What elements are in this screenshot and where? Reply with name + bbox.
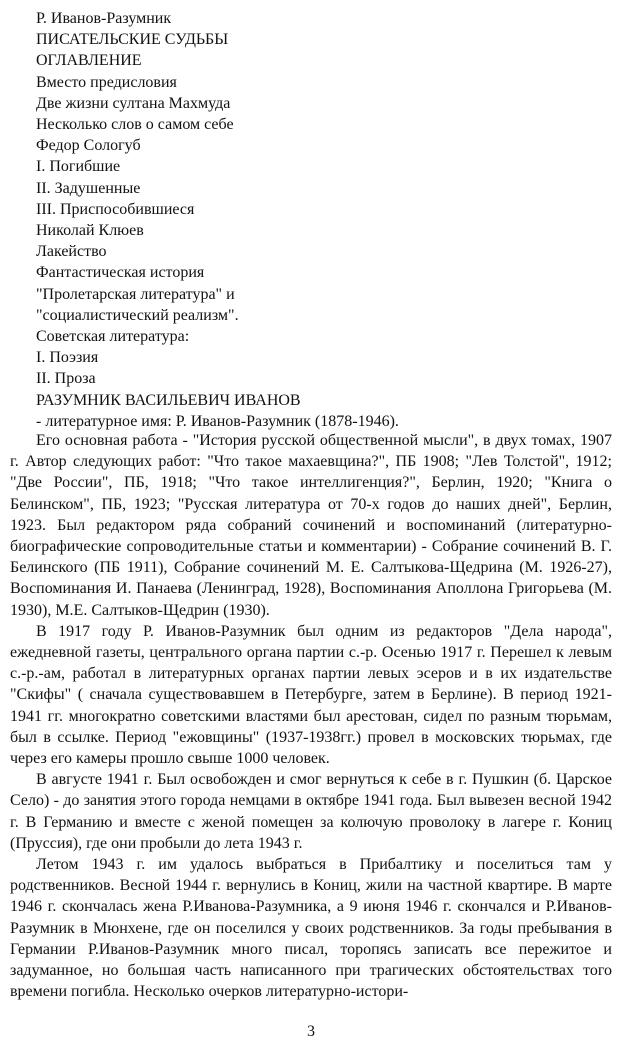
toc-item: I. Поэзия bbox=[36, 349, 99, 367]
toc-item: I. Погибшие bbox=[36, 158, 121, 176]
toc-item: III. Приспособившиеся bbox=[36, 200, 195, 218]
body-paragraph: В августе 1941 г. Был освобожден и смог вернуться к себе в г. Пушкин (б. Царское Село) - до занятия этого города немцами в октябре 1941 года. Был вывезен весной 1942 г. В Германию и вместе с женой помещен за колючую проволоку в лагере г. Кониц (Пруссия), где они пробыли до лета 1943 г. bbox=[10, 771, 612, 852]
author-name: Р. Иванов-Разумник bbox=[36, 10, 172, 27]
contents-heading: ОГЛАВЛЕНИЕ bbox=[36, 52, 142, 70]
toc-item: "социалистический реализм". bbox=[36, 306, 239, 324]
body-paragraph: Его основная работа - "История русской общественной мысли", в двух томах, 1907 г. Автор следующих работ: "Что такое махаевщина?", ПБ 1908; "Лев Толстой", 1912; "Две России", ПБ, 1918; "Что такое интеллигенция?", Берлин, 1920; "Книга о Белинском", ПБ, 1923; "Русская литература от 70-х годов до наших дней", Берлин, 1923. Был редактором ряда собраний сочинений и воспоминаний (литературно-биографические сопроводительные статьи и комментарии) - Собрание сочинений В. Г. Белинского (ПБ 1911), Собрание сочинений М. Е. Салтыкова-Щедрина (М. 1926-27), Воспоминания И. Панаева (Ленинград, 1928), Воспоминания Аполлона Григорьева (М. 1930), М.Е. Салтыков-Щедрин (1930). bbox=[10, 432, 612, 619]
toc-item: Лакейство bbox=[36, 243, 107, 261]
body-paragraph: Летом 1943 г. им удалось выбраться в Прибалтику и поселиться там у родственников. Весной 1944 г. вернулись в Кониц, жили на частной квартире. В марте 1946 г. скончалась жена Р.Иванова-Разумника, а 9 июня 1946 г. скончался и Р.Иванов-Разумник в Мюнхене, где он поселился у своих родственников. За годы пребывания в Германии Р.Иванов-Разумник много писал, торопясь записать все пережитое и задуманное, но большая часть написанного при трагических обстоятельствах того времени погибла. Несколько очерков литературно-истори- bbox=[10, 856, 612, 1001]
toc-item: Фантастическая история bbox=[36, 264, 205, 282]
table-of-contents bbox=[36, 8, 596, 432]
bio-heading: РАЗУМНИК ВАСИЛЬЕВИЧ ИВАНОВ bbox=[36, 391, 301, 409]
toc-item: Николай Клюев bbox=[36, 222, 144, 240]
body-paragraph: В 1917 году Р. Иванов-Разумник был одним из редакторов "Дела народа", ежедневной газеты, центрального органа партии с.-р. Осенью 1917 г. Перешел к левым с.-р.-ам, работал в литературных органах партии левых эсеров и в их издательстве "Скифы" ( сначала существовавшем в Петербурге, затем в Берлине). В период 1921-1941 гг. многократно советскими властями был арестован, сидел по разным тюрьмам, был в ссылке. Период "ежовщины" (1937-1938гг.) провел в московских тюрьмах, где через его камеры прошло свыше 1000 человек. bbox=[10, 622, 612, 768]
toc-item: Вместо предисловия bbox=[36, 73, 177, 91]
toc-item: Советская литература: bbox=[36, 328, 190, 346]
page-number: 3 bbox=[307, 1023, 315, 1040]
toc-item: II. Задушенные bbox=[36, 179, 141, 197]
biography-text bbox=[10, 430, 612, 1002]
toc-item: "Пролетарская литература" и bbox=[36, 285, 235, 303]
toc-item: Федор Сологуб bbox=[36, 137, 141, 155]
bio-subheading: - литературное имя: Р. Иванов-Разумник (1878-1946). bbox=[36, 412, 399, 430]
toc-item: Две жизни султана Махмуда bbox=[36, 94, 231, 112]
book-title: ПИСАТЕЛЬСКИЕ СУДЬБЫ bbox=[36, 31, 229, 49]
toc-item: II. Проза bbox=[36, 370, 96, 388]
toc-item: Несколько слов о самом себе bbox=[36, 116, 234, 134]
